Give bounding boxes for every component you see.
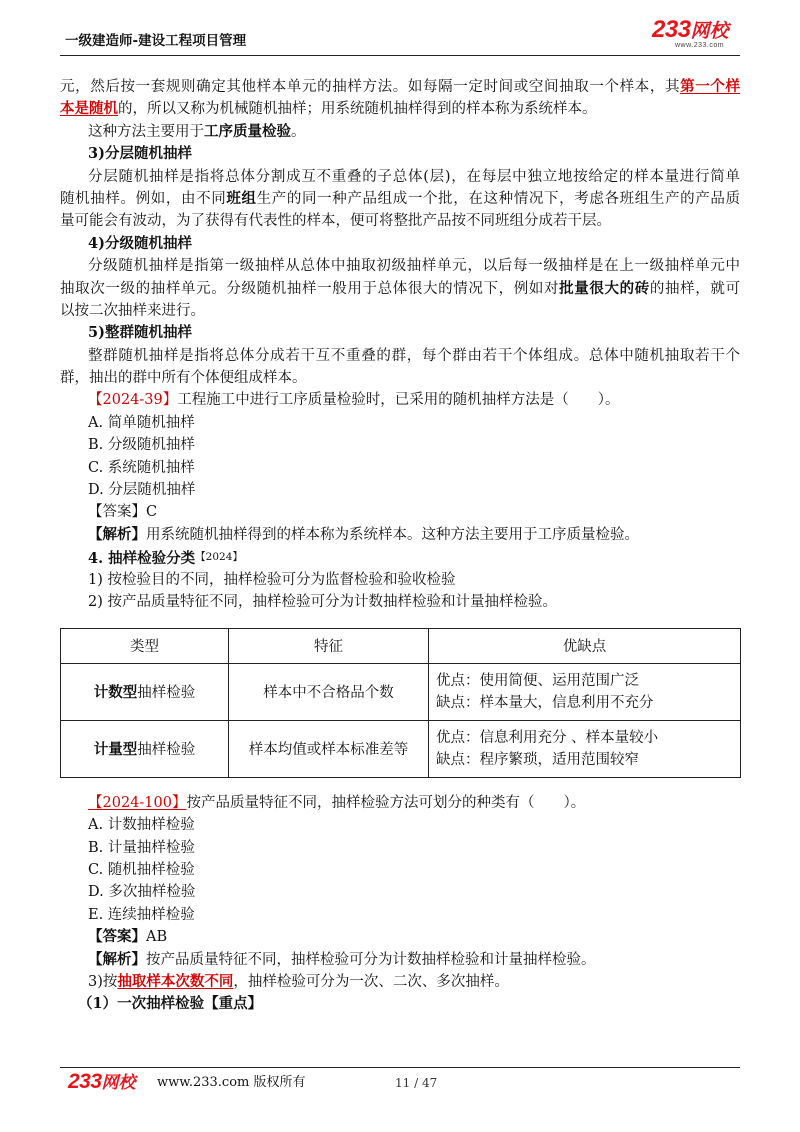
cell-type	[61, 720, 229, 777]
body-text: 量可能会有波动，为了获得有代表性的样本，便可将整批产品按不同班组分成若干层。	[60, 213, 611, 230]
table-header-row	[61, 628, 741, 663]
cons-text: 缺点：程序繁琐，适用范围较窄	[436, 751, 639, 768]
key-phrase-highlight: 抽取样本次数不同	[117, 972, 234, 990]
key-phrase-highlight: 第一个样	[680, 78, 740, 95]
type-rest: 抽样检验	[137, 742, 196, 759]
question-1-answer	[60, 501, 740, 523]
analysis-label: 【解析】	[88, 950, 146, 968]
question-1-option: A. 简单随机抽样	[88, 414, 195, 431]
section-heading: 4. 抽样检验分类	[88, 550, 196, 568]
question-2-option: E. 连续抽样检验	[88, 906, 195, 923]
answer-value: C	[146, 504, 158, 521]
question-2-option: B. 计量抽样检验	[88, 839, 195, 856]
body-text: 元，然后按一套规则确定其他样本单元的抽样方法。如每隔一定时间或空间抽取一个样本，其	[60, 79, 681, 95]
question-text: 按产品质量特征不同，抽样检验方法可划分的种类有（ ）。	[186, 794, 586, 811]
question-2-option: D. 多次抽样检验	[88, 884, 196, 901]
cons-text: 缺点：样本量大，信息利用不充分	[436, 694, 654, 711]
classification-heading	[60, 546, 740, 568]
body-text: ，抽样检验可分为一次、二次、多次抽样。	[233, 973, 509, 990]
analysis-text: 用系统随机抽样得到的样本称为系统样本。这种方法主要用于工序质量检验。	[146, 526, 639, 543]
question-1-analysis	[60, 524, 740, 546]
key-phrase-highlight: 本是随机	[60, 100, 118, 118]
multistage-sampling-line-3	[60, 300, 740, 322]
sampling-times-text	[60, 971, 740, 993]
logo-number: 233	[652, 16, 691, 43]
pros-text: 优点：信息利用充分 、样本量较小	[436, 729, 659, 746]
stratified-sampling-line-3	[60, 210, 740, 232]
logo-url: www.233.com	[675, 42, 725, 49]
bold-term: 工序质量检验	[204, 122, 291, 140]
body-text: 分级随机抽样是指第一级抽样从总体中抽取初级抽样单元，以后每一级抽样是在上一级抽样单元中	[88, 258, 740, 275]
body-text: 的，所以又称为机械随机抽样；用系统随机抽样得到的样本称为系统样本。	[118, 101, 597, 118]
classification-item: 2) 按产品质量特征不同，抽样检验可分为计数抽样检验和计量抽样检验。	[88, 593, 557, 610]
logo-name: 网校	[101, 1073, 136, 1092]
footer-logo	[68, 1071, 136, 1095]
answer-label: 【答案】	[88, 928, 146, 946]
footer-copyright: www.233.com 版权所有	[157, 1075, 306, 1090]
type-bold: 计量型	[93, 741, 138, 759]
body-text: 群，抽出的群中所有个体便组成样本。	[60, 370, 307, 387]
logo-name: 网校	[690, 21, 729, 42]
question-tag: 【2024-100】	[88, 794, 187, 811]
body-text: 分层随机抽样是指将总体分割成互不重叠的子总体(层)，在每层中独立地按给定的样本量进行简单	[88, 168, 740, 185]
type-bold: 计数型	[93, 684, 138, 702]
body-text: 生产的同一种产品组成一个批，在这种情况下，考虑各班组生产的产品质	[256, 190, 740, 207]
question-text: 工程施工中进行工序质量检验时，已采用的随机抽样方法是（ ）。	[177, 392, 620, 409]
cell-pros-cons	[429, 720, 741, 777]
question-2-option: C. 随机抽样检验	[88, 861, 195, 878]
table-row	[61, 720, 741, 777]
multistage-sampling-line-2	[60, 278, 740, 300]
brand-logo	[652, 16, 729, 43]
sampling-types-table	[60, 628, 741, 778]
column-header-pros-cons: 优缺点	[429, 628, 741, 663]
body-text: 整群随机抽样是指将总体分成若干互不重叠的群，每个群由若干个体组成。总体中随机抽取若干个	[88, 347, 740, 364]
cell-pros-cons	[429, 663, 741, 720]
cluster-sampling-line-2	[60, 367, 740, 389]
header-divider	[60, 55, 740, 56]
question-tag: 【2024-39】	[88, 392, 178, 409]
question-2-analysis	[60, 949, 740, 971]
multistage-sampling-heading: 4)分级随机抽样	[88, 234, 192, 252]
body-text: 3)按	[88, 973, 118, 990]
year-tag: 【2024】	[195, 551, 243, 564]
stratified-sampling-heading: 3)分层随机抽样	[88, 145, 192, 163]
column-header-feature: 特征	[229, 628, 429, 663]
table-row	[61, 663, 741, 720]
body-text: 以按二次抽样来进行。	[60, 302, 205, 319]
classification-item: 1) 按检验目的不同，抽样检验可分为监督检验和验收检验	[88, 571, 456, 588]
bold-term: 班组	[226, 189, 257, 207]
cell-type	[61, 663, 229, 720]
answer-label: 【答案】	[88, 504, 146, 521]
answer-value: AB	[146, 929, 168, 946]
question-1-option: D. 分层随机抽样	[88, 482, 196, 499]
stratified-sampling-line-2	[60, 188, 740, 210]
logo-number: 233	[68, 1070, 102, 1093]
cluster-sampling-line-1	[60, 345, 740, 367]
cell-feature: 样本均值或样本标准差等	[229, 720, 429, 777]
body-text: 随机抽样。例如，由不同	[60, 190, 227, 207]
cluster-sampling-heading: 5)整群随机抽样	[88, 324, 192, 342]
body-text: 抽取次一级的抽样单元。分级随机抽样一般用于总体很大的情况下，例如对	[60, 280, 560, 297]
page-body	[60, 76, 740, 1016]
question-1-stem	[60, 389, 740, 411]
type-rest: 抽样检验	[137, 685, 196, 702]
column-header-type: 类型	[61, 628, 229, 663]
multistage-sampling-line-1	[60, 255, 740, 277]
stratified-sampling-line-1	[60, 166, 740, 188]
systematic-sampling-line-2	[60, 98, 740, 120]
systematic-sampling-usage	[60, 121, 740, 143]
question-1-option: C. 系统随机抽样	[88, 459, 195, 476]
analysis-label: 【解析】	[88, 525, 146, 543]
body-text: 这种方法主要用于	[88, 123, 204, 140]
cell-feature: 样本中不合格品个数	[229, 663, 429, 720]
footer-divider	[60, 1067, 740, 1068]
systematic-sampling-line-1	[60, 76, 740, 98]
bold-term: 批量很大的砖	[559, 279, 650, 297]
body-text: 的抽样，就可	[649, 280, 740, 297]
page-number: 11 / 47	[395, 1076, 438, 1090]
question-2-stem	[60, 792, 740, 814]
single-sampling-heading: （1）一次抽样检验【重点】	[78, 995, 263, 1013]
question-2-option: A. 计数抽样检验	[88, 817, 195, 834]
document-title: 一级建造师-建设工程项目管理	[65, 33, 247, 49]
question-2-answer	[60, 926, 740, 948]
pros-text: 优点：使用简便、运用范围广泛	[436, 672, 639, 689]
question-1-option: B. 分级随机抽样	[88, 437, 195, 454]
body-text: 。	[291, 123, 306, 140]
analysis-text: 按产品质量特征不同，抽样检验可分为计数抽样检验和计量抽样检验。	[146, 951, 596, 968]
